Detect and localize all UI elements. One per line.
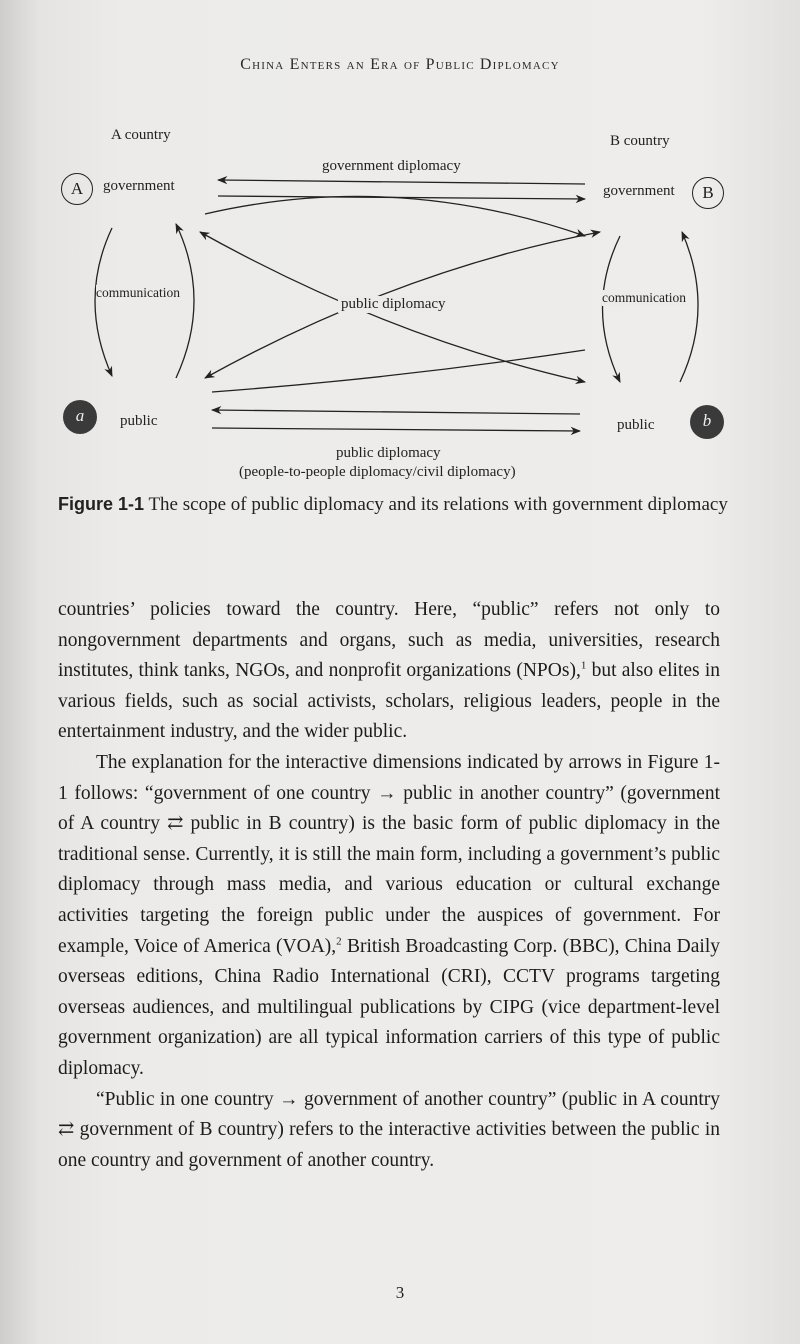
comm-right-up-arc <box>680 232 698 382</box>
figure-number: Figure 1-1 <box>58 494 145 514</box>
figure-caption-text: The scope of public diplomacy and its relations with government diplomacy <box>148 494 728 515</box>
government-diplomacy-label: government diplomacy <box>322 158 461 174</box>
b-public-label: public <box>617 417 655 433</box>
a-public-label: public <box>120 413 158 429</box>
a-government-marker: A <box>61 173 93 205</box>
gov-arrow-b-to-a <box>218 180 585 184</box>
running-head: China Enters an Era of Public Diplomacy <box>240 56 560 73</box>
a-country-label: A country <box>111 127 171 143</box>
comm-right-down-arc <box>603 236 621 382</box>
pub-arrow-a-to-b <box>212 428 580 431</box>
footnote-ref-2: 2 <box>336 935 342 948</box>
pub-arrow-b-to-a <box>212 410 580 414</box>
comm-left-up-arc <box>176 224 194 378</box>
b-government-label: government <box>603 183 675 199</box>
b-public-marker: b <box>690 405 724 439</box>
comm-left-down-arc <box>95 228 112 376</box>
communication-left-label: communication <box>96 285 180 300</box>
public-diplomacy-bottom-label: public diplomacy <box>336 445 441 461</box>
paragraph-3: “Public in one country → government of another country” (public in A country ⇄ government of B country) refers to the interactive activities between the public in one country and government of another country. <box>58 1088 720 1171</box>
a-government-label: government <box>103 178 175 194</box>
public-diplomacy-center-label: public diplomacy <box>338 296 449 313</box>
a-public-marker: a <box>63 400 97 434</box>
cross-curve-top <box>205 196 585 236</box>
footnote-ref-1: 1 <box>580 659 587 672</box>
communication-right-label: communication <box>602 290 686 305</box>
paragraph-2: The explanation for the interactive dimensions indicated by arrows in Figure 1-1 follows: “government of one country → public in another country” (government of A country ⇄ public in B country) is the basic form of public diplomacy in the traditional sense. Currently, it is still the main form, including a government’s public diplomacy through mass media, and various education or cultural exchange activities targeting the foreign public under the auspices of government. For example, Voice of America (VOA),$^2$ British Broadcasting Corp. (BBC), China Daily overseas editions, China Radio International (CRI), CCTV programs targeting overseas audiences, and multilingual publications by CIPG (vice department-level government organization) are all typical information carriers of this type of public diplomacy. <box>58 751 720 1079</box>
b-government-marker: B <box>692 177 724 209</box>
b-country-label: B country <box>610 133 670 149</box>
cross-curve-bottom <box>212 350 585 392</box>
figure-caption <box>58 492 748 517</box>
public-diplomacy-bottom-sublabel: (people-to-people diplomacy/civil diplomacy) <box>239 464 516 480</box>
body-text <box>58 595 720 1176</box>
page-number: 3 <box>395 1283 405 1302</box>
paragraph-1: countries’ policies toward the country. Here, “public” refers not only to nongovernment departments and organs, such as media, universities, research institutes, think tanks, NGOs, and nonprofit organizations (NPOs),$^1$ but also elites in various fields, such as social activists, scholars, religious leaders, people in the entertainment industry, and the wider public. <box>58 599 721 743</box>
